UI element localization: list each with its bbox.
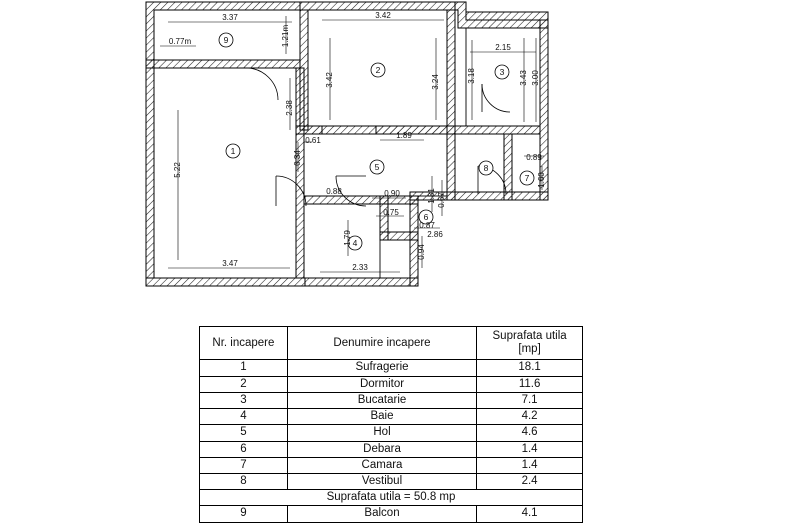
cell-area: 4.6 [477,425,583,441]
table-row [200,473,583,489]
room-schedule-table [199,326,583,523]
table-row [200,441,583,457]
dim-3-37: 3.37 [222,13,238,22]
cell-nr: 3 [200,392,288,408]
cell-nr: 1 [200,360,288,376]
table-header-row [200,327,583,360]
dim-2-38: 2.38 [285,100,294,116]
cell-area: 2.4 [477,473,583,489]
room-number-2: 2 [375,65,381,75]
dim-0-61: 0.61 [305,136,321,145]
table-row [200,506,583,522]
dimension-lines [160,16,544,272]
dim-3-18: 3.18 [467,68,476,84]
header-nr-incapere: Nr. incapere [200,327,288,360]
dim-0-94: 0.94 [417,244,426,260]
room-number-7: 7 [524,173,530,183]
dim-0-67: 0.67 [437,192,446,208]
header-area-line2: [mp] [518,343,541,356]
room-number-9: 9 [223,35,229,45]
dim-3-42-top: 3.42 [375,11,391,20]
dim-0-75: 0.75 [383,208,399,217]
header-suprafata-utila [477,327,583,360]
dim-1-60: 1.60 [537,172,546,188]
table-row [200,425,583,441]
dim-0-88: 0.88 [326,187,342,196]
dim-2-86: 2.86 [427,230,443,239]
cell-area: 4.1 [477,506,583,522]
table-row [200,360,583,376]
cell-area: 11.6 [477,376,583,392]
dim-0-34: 0.34 [293,150,302,166]
dim-3-00: 3.00 [531,70,540,86]
room-number-8: 8 [483,163,489,173]
door-symbols [246,68,510,206]
room-number-1: 1 [230,146,236,156]
cell-name: Camara [287,457,476,473]
cell-nr: 6 [200,441,288,457]
cell-name: Sufragerie [287,360,476,376]
cell-nr: 4 [200,409,288,425]
cell-name: Debara [287,441,476,457]
dim-0-90: 0.90 [384,189,400,198]
dim-2-33: 2.33 [352,263,368,272]
cell-name: Vestibul [287,473,476,489]
room-number-4: 4 [352,238,358,248]
cell-name: Balcon [287,506,476,522]
dim-1-79: 1.79 [343,230,352,246]
dim-3-47: 3.47 [222,259,238,268]
dim-5-22: 5.22 [173,162,182,178]
cell-nr: 9 [200,506,288,522]
room-number-6: 6 [423,212,429,222]
header-denumire-incapere: Denumire incapere [287,327,476,360]
cell-name: Bucatarie [287,392,476,408]
cell-name: Baie [287,409,476,425]
dim-3-42-left: 3.42 [325,72,334,88]
cell-nr: 8 [200,473,288,489]
dim-0-77m: 0.77m [168,37,192,46]
cell-area: 1.4 [477,441,583,457]
dim-2-15: 2.15 [495,43,511,52]
cell-area: 4.2 [477,409,583,425]
cell-name: Hol [287,425,476,441]
cell-area: 18.1 [477,360,583,376]
cell-nr: 2 [200,376,288,392]
header-area-line1: Suprafata utila [492,330,567,342]
dim-1-21m: 1.21m [281,24,290,48]
cell-name: Dormitor [287,376,476,392]
cell-area: 1.4 [477,457,583,473]
table-total-row [200,490,583,506]
dim-3-24: 3.24 [431,74,440,90]
cell-area: 7.1 [477,392,583,408]
dim-3-43: 3.43 [519,70,528,86]
dim-0-89: 0.89 [526,153,542,162]
table-row [200,457,583,473]
cell-nr: 7 [200,457,288,473]
table-row [200,376,583,392]
cell-total-label: Suprafata utila = 50.8 mp [200,490,583,506]
cell-nr: 5 [200,425,288,441]
dim-0-87: 0.87 [419,221,435,230]
room-number-5: 5 [374,162,380,172]
dim-1-89: 1.89 [396,131,412,140]
dimension-labels [169,11,546,272]
dim-1-31: 1.31 [427,188,436,204]
room-number-3: 3 [499,67,505,77]
table-row [200,409,583,425]
table-row [200,392,583,408]
